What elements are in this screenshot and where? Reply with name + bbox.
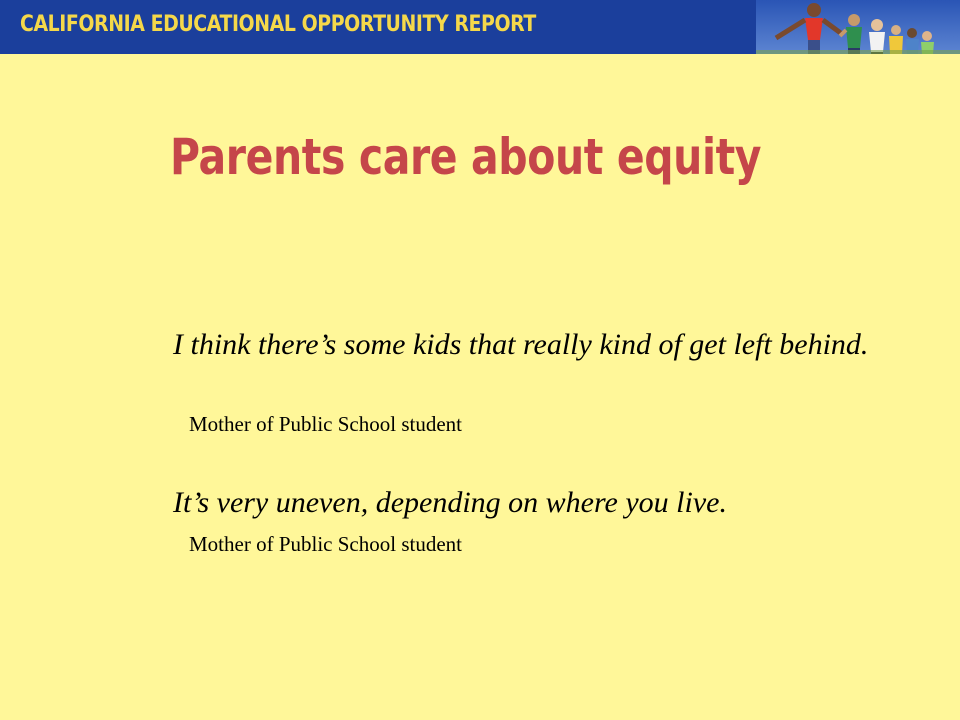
report-title: CALIFORNIA EDUCATIONAL OPPORTUNITY REPORT <box>20 12 536 37</box>
quote-attribution: Mother of Public School student <box>189 412 462 436</box>
child-figure <box>889 25 903 54</box>
quote-text: I think there’s some kids that really kind of get left behind. <box>173 328 869 361</box>
slide-title: Parents care about equity <box>170 128 762 186</box>
header-banner <box>0 0 960 54</box>
children-group-photo <box>756 0 960 54</box>
child-figure <box>869 19 885 54</box>
quote-text: It’s very uneven, depending on where you live. <box>173 486 727 519</box>
quote-attribution: Mother of Public School student <box>189 532 462 556</box>
